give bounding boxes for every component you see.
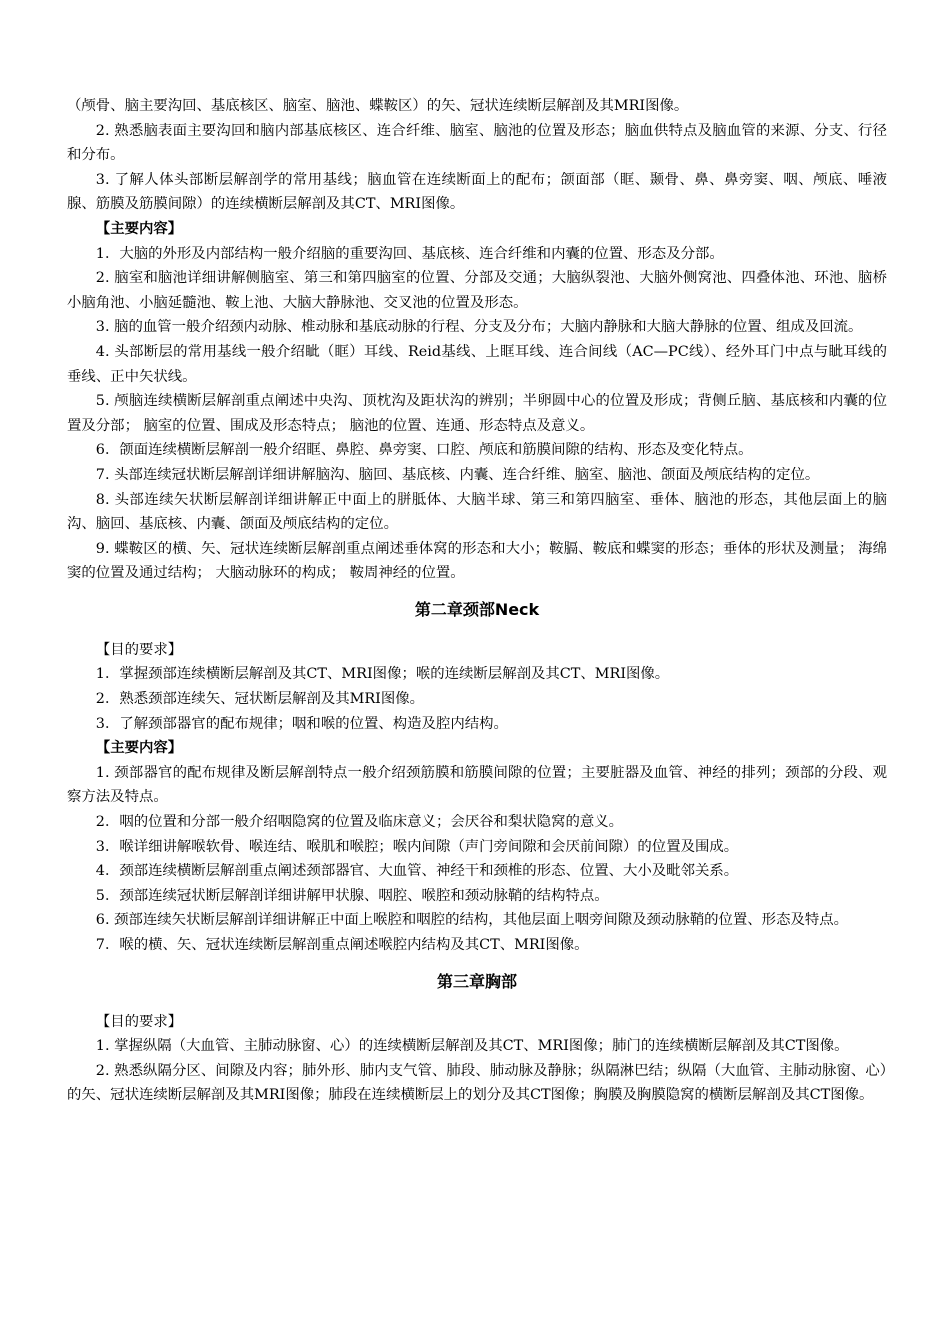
paragraph-continuation: （颅骨、脑主要沟回、基底核区、脑室、脑池、蝶鞍区）的矢、冠状连续断层解剖及其MRI图像。 [67,98,689,114]
content-item-5: 5. 颅脑连续横断层解剖重点阐述中央沟、顶枕沟及距状沟的辨别；半卵圆中心的位置及形成；背侧丘脑、基底核和内囊的位置及分部； 脑室的位置、围成及形态特点； 脑池的位置、连通、形态特点及意义。 [67,393,887,434]
chapter-title: 第三章胸部 [436,971,517,991]
content-item-2: 2. 脑室和脑池详细讲解侧脑室、第三和第四脑室的位置、分部及交通；大脑纵裂池、大脑外侧窝池、四叠体池、环池、脑桥小脑角池、小脑延髓池、鞍上池、大脑大静脉池、交叉池的位置及形态。 [67,270,887,311]
content-item-9: 9. 蝶鞍区的横、矢、冠状连续断层解剖重点阐述垂体窝的形态和大小；鞍膈、鞍底和蝶窦的形态；垂体的形状及测量； 海绵窦的位置及通过结构； 大脑动脉环的构成； 鞍周神经的位置。 [67,540,887,582]
content-item-1: 1．大脑的外形及内部结构一般介绍脑的重要沟回、基底核、连合纤维和内囊的位置、形态及分部。 [95,245,724,262]
objective-item-1: 1. 掌握纵隔（大血管、主肺动脉窗、心）的连续横断层解剖及其CT、MRI图像；肺门的连续横断层解剖及其CT图像。 [95,1038,849,1055]
content-item-5: 5．颈部连续冠状断层解剖详细讲解甲状腺、咽腔、喉腔和颈动脉鞘的结构特点。 [95,887,609,904]
objective-item-2: 2. 熟悉纵隔分区、间隙及内容；肺外形、肺内支气管、肺段、肺动脉及静脉；纵隔淋巴结；纵隔（大血管、主肺动脉窗、心）的矢、冠状连续断层解剖及其MRI图像；肺段在连续横断层上的划分及其CT图像；胸膜及胸膜隐窝的横断层解剖及其CT图像。 [67,1062,887,1104]
content-item-2: 2．咽的位置和分部一般介绍咽隐窝的位置及临床意义；会厌谷和梨状隐窝的意义。 [95,814,624,831]
chapter-title: 第二章颈部Neck [414,599,540,619]
objective-item-1: 1．掌握颈部连续横断层解剖及其CT、MRI图像；喉的连续断层解剖及其CT、MRI图像。 [95,666,670,683]
objective-item-3: 3．了解颈部器官的配布规律；咽和喉的位置、构造及腔内结构。 [95,715,508,732]
document-page [67,94,887,1108]
content-item-6: 6．颌面连续横断层解剖一般介绍眶、鼻腔、鼻旁窦、口腔、颅底和筋膜间隙的结构、形态及变化特点。 [95,442,753,459]
main-content-heading: 【主要内容】 [95,219,183,237]
content-item-8: 8. 头部连续矢状断层解剖详细讲解正中面上的胼胝体、大脑半球、第三和第四脑室、垂体、脑池的形态，其他层面上的脑沟、脑回、基底核、内囊、颌面及颅底结构的定位。 [67,491,887,533]
objective-item-3: 3. 了解人体头部断层解剖学的常用基线；脑血管在连续断面上的配布；颌面部（眶、颞骨、鼻、鼻旁窦、咽、颅底、唾液腺、筋膜及筋膜间隙）的连续横断层解剖及其CT、MRI图像。 [67,171,887,213]
objective-item-2: 2．熟悉颈部连续矢、冠状断层解剖及其MRI图像。 [95,691,425,708]
content-item-4: 4．颈部连续横断层解剖重点阐述颈部器官、大血管、神经干和颈椎的形态、位置、大小及毗邻关系。 [95,863,739,880]
content-item-3: 3．喉详细讲解喉软骨、喉连结、喉肌和喉腔；喉内间隙（声门旁间隙和会厌前间隙）的位置及围成。 [95,838,739,855]
content-item-6: 6. 颈部连续矢状断层解剖详细讲解正中面上喉腔和咽腔的结构，其他层面上咽旁间隙及颈动脉鞘的位置、形态及特点。 [95,912,849,929]
content-item-1: 1. 颈部器官的配布规律及断层解剖特点一般介绍颈筋膜和筋膜间隙的位置；主要脏器及血管、神经的排列；颈部的分段、观察方法及特点。 [67,764,887,806]
objectives-heading: 【目的要求】 [95,641,183,658]
main-content-heading: 【主要内容】 [95,739,183,757]
content-item-3: 3. 脑的血管一般介绍颈内动脉、椎动脉和基底动脉的行程、分支及分布；大脑内静脉和大脑大静脉的位置、组成及回流。 [95,319,863,336]
content-item-7: 7. 头部连续冠状断层解剖详细讲解脑沟、脑回、基底核、内囊、连合纤维、脑室、脑池、颌面及颅底结构的定位。 [95,466,820,483]
objectives-heading: 【目的要求】 [95,1013,183,1030]
objective-item-2: 2. 熟悉脑表面主要沟回和脑内部基底核区、连合纤维、脑室、脑池的位置及形态；脑血供特点及脑血管的来源、分支、行径和分布。 [67,122,887,164]
content-item-7: 7．喉的横、矢、冠状连续断层解剖重点阐述喉腔内结构及其CT、MRI图像。 [95,937,589,953]
content-item-4: 4. 头部断层的常用基线一般介绍眦（眶）耳线、Reid基线、上眶耳线、连合间线（AC—PC线）、经外耳门中点与眦耳线的垂线、正中矢状线。 [67,343,887,385]
